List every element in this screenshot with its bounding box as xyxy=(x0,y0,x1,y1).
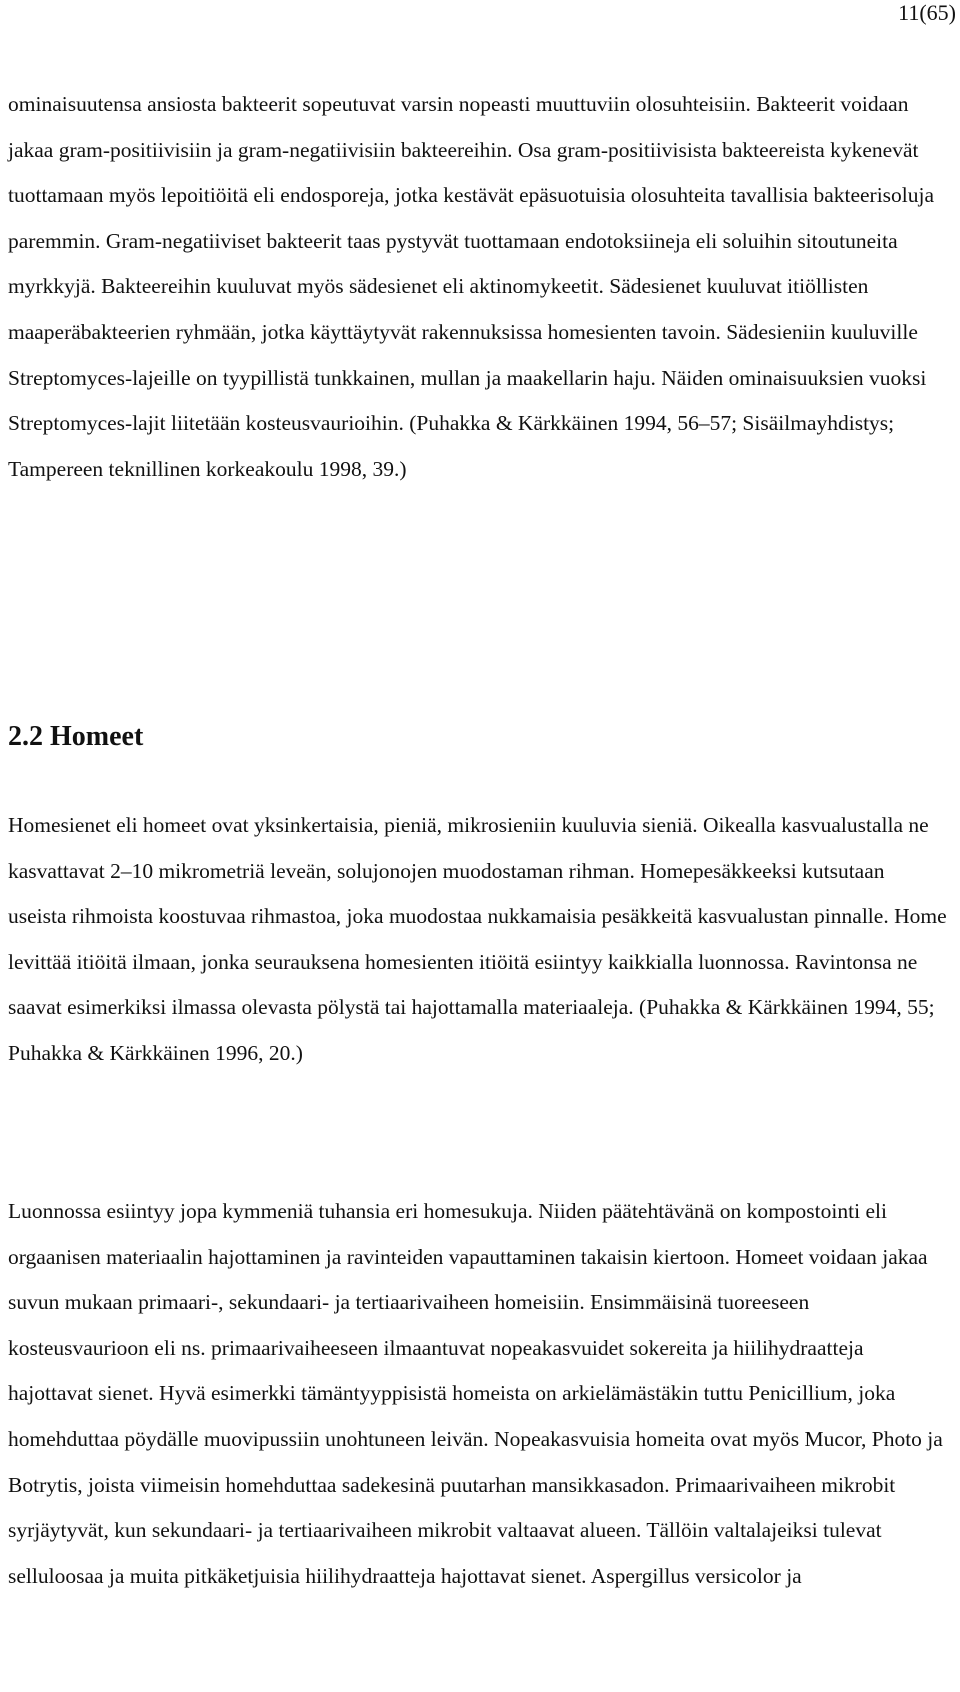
section-heading: 2.2 Homeet xyxy=(8,721,144,752)
paragraph-mold-genera: Luonnossa esiintyy jopa kymmeniä tuhansia eri homesukuja. Niiden päätehtävänä on kompostointi eli orgaanisen materiaalin hajottaminen ja ravinteiden vapauttaminen takaisin kiertoon. Homeet voidaan jakaa suvun mukaan primaari-, sekundaari- ja tertiaarivaiheen homeisiin. Ensimmäisinä tuoreeseen kosteusvaurioon eli ns. primaarivaiheeseen ilmaantuvat nopeakasvuidet sokereita ja hiilihydraatteja hajottavat sienet. Hyvä esimerkki tämäntyyppisistä homeista on arkielämästäkin tuttu Penicillium, joka homehduttaa pöydälle muovipussiin unohtuneen leivän. Nopeakasvuisia homeita ovat myös Mucor, Photo ja Botrytis, joista viimeisin homehduttaa sadekesinä puutarhan mansikkasadon. Primaarivaiheen mikrobit syrjäytyvät, kun sekundaari- ja tertiaarivaiheen mikrobit valtaavat alueen. Tällöin valtalajeiksi tulevat selluloosaa ja muita pitkäketjuisia hiilihydraatteja hajottavat sienet. Aspergillus versicolor ja xyxy=(8,1199,943,1588)
paragraph-molds-intro: Homesienet eli homeet ovat yksinkertaisia, pieniä, mikrosieniin kuuluvia sieniä. Oikealla kasvualustalla ne kasvattavat 2–10 mikrometriä leveän, solujonojen muodostaman rihman. Homepesäkkeeksi kutsutaan useista rihmoista koostuvaa rihmastoa, joka muodostaa nukkamaisia pesäkkeitä kasvualustan pinnalle. Home levittää itiöitä ilmaan, jonka seurauksena homesienten itiöitä esiintyy kaikkialla luonnossa. Ravintonsa ne saavat esimerkiksi ilmassa olevasta pölystä tai hajottamalla materiaaleja. (Puhakka & Kärkkäinen 1994, 55; Puhakka & Kärkkäinen 1996, 20.) xyxy=(8,813,947,1065)
page-number: 11(65) xyxy=(898,0,956,25)
paragraph-bacteria: ominaisuutensa ansiosta bakteerit sopeutuvat varsin nopeasti muuttuviin olosuhteisiin. Bakteerit voidaan jakaa gram-positiivisiin ja gram-negatiivisiin bakteereihin. Osa gram-positiivisista bakteereista kykenevät tuottamaan myös lepoitiöitä eli endosporeja, jotka kestävät epäsuotuisia olosuhteita tavallisia bakteerisoluja paremmin. Gram-negatiiviset bakteerit taas pystyvät tuottamaan endotoksiineja eli soluihin sitoutuneita myrkkyjä. Bakteereihin kuuluvat myös sädesienet eli aktinomykeetit. Sädesienet kuuluvat itiöllisten maaperäbakteerien ryhmään, jotka käyttäytyvät rakennuksissa homesienten tavoin. Sädesieniin kuuluville Streptomyces-lajeille on tyypillistä tunkkainen, mullan ja maakellarin haju. Näiden ominaisuuksien vuoksi Streptomyces-lajit liitetään kosteusvaurioihin. (Puhakka & Kärkkäinen 1994, 56–57; Sisäilmayhdistys; Tampereen teknillinen korkeakoulu 1998, 39.) xyxy=(8,92,935,481)
